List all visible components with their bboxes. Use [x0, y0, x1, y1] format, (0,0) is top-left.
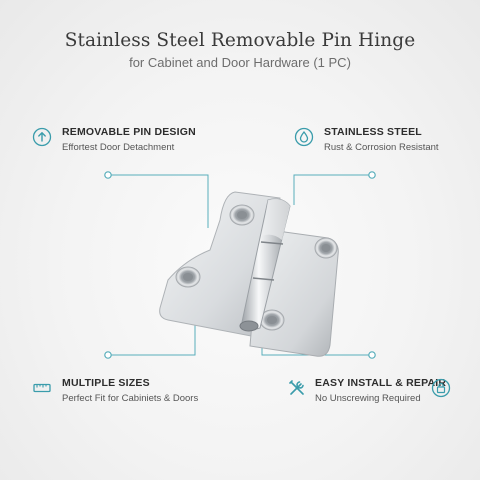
feature-name: EASY INSTALL & REPAIR [315, 377, 447, 389]
hinge-image [150, 180, 350, 360]
feature-name: MULTIPLE SIZES [62, 377, 150, 389]
tools-icon [287, 378, 307, 398]
ruler-icon [32, 378, 52, 398]
water-drop-icon [294, 127, 314, 147]
feature-desc: Effortest Door Detachment [62, 142, 175, 153]
page-subtitle: for Cabinet and Door Hardware (1 PC) [129, 55, 351, 70]
feature-desc: Rust & Corrosion Resistant [324, 142, 439, 153]
feature-name: STAINLESS STEEL [324, 126, 422, 138]
feature-desc: No Unscrewing Required [315, 393, 421, 404]
lock-icon [431, 378, 451, 398]
feature-name: REMOVABLE PIN DESIGN [62, 126, 196, 138]
page-title: Stainless Steel Removable Pin Hinge [64, 30, 416, 51]
feature-desc: Perfect Fit for Cabiniets & Doors [62, 393, 199, 404]
upload-arrow-icon [32, 127, 52, 147]
